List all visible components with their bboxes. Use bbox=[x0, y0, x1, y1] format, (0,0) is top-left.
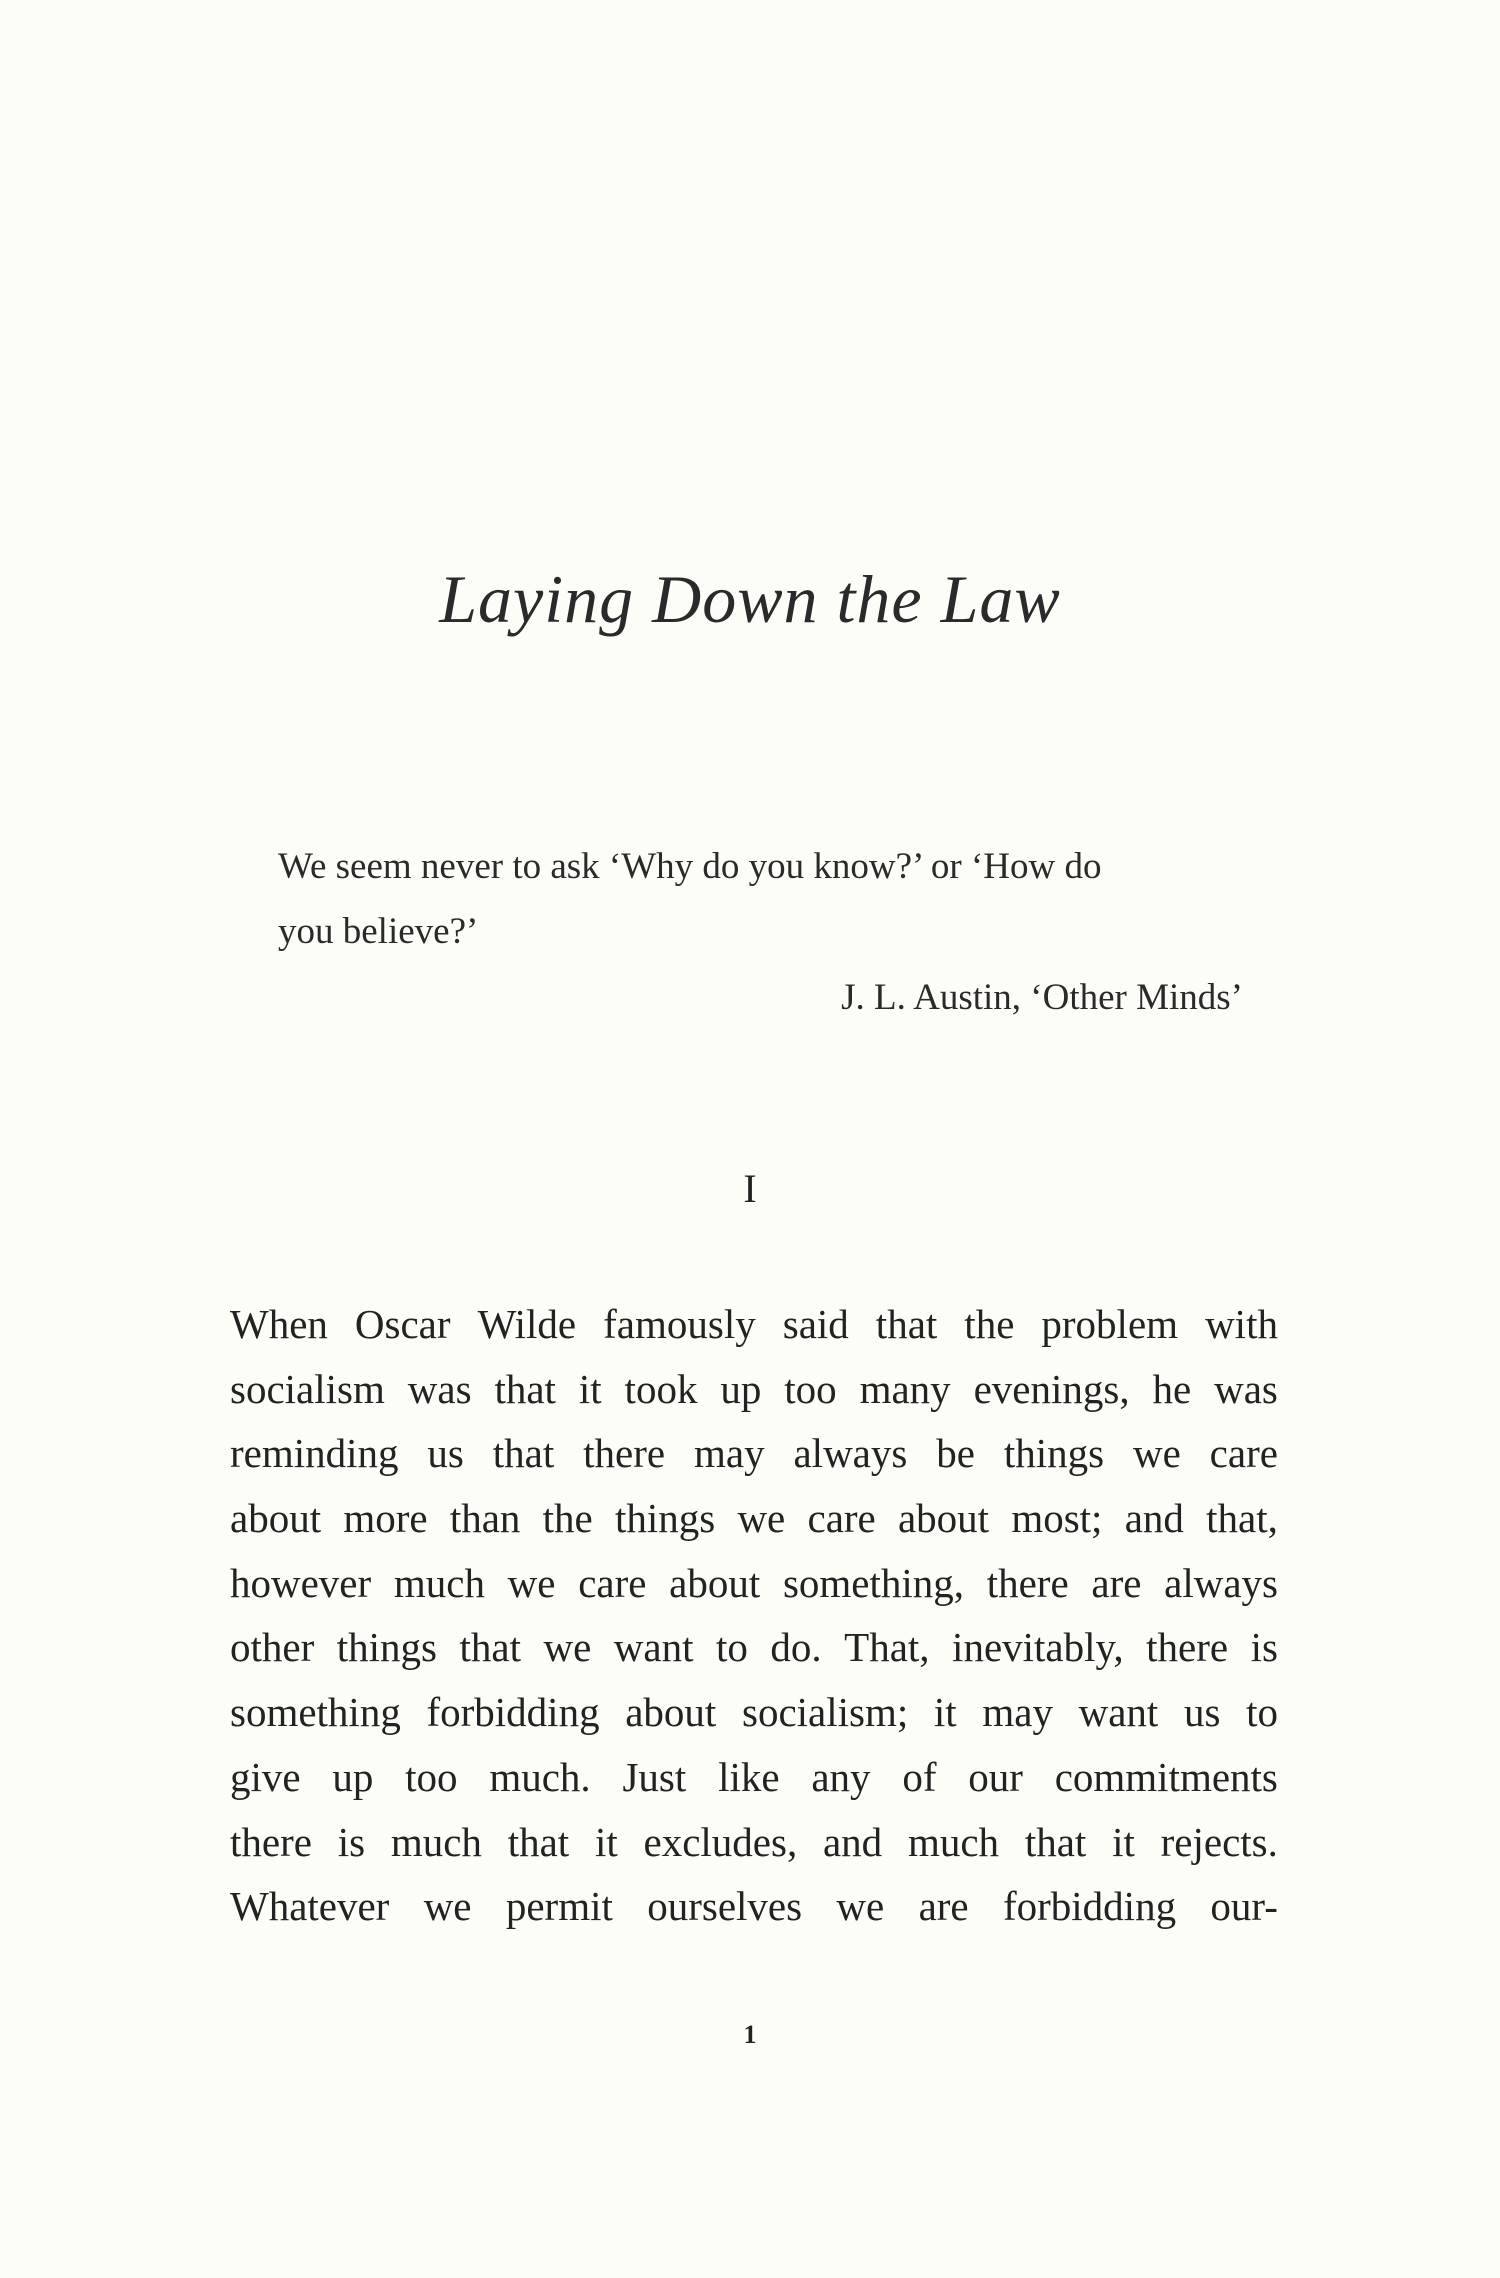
word: about bbox=[669, 1559, 761, 1606]
word: much bbox=[393, 1559, 485, 1606]
word: to bbox=[716, 1624, 748, 1671]
word: there bbox=[230, 1818, 312, 1865]
word: was bbox=[407, 1365, 472, 1412]
body-line bbox=[230, 1425, 1278, 1490]
word: That, bbox=[844, 1624, 930, 1671]
word: want bbox=[1078, 1689, 1159, 1736]
word: may bbox=[694, 1430, 765, 1477]
body-line bbox=[230, 1878, 1278, 1943]
word: with bbox=[1205, 1301, 1278, 1347]
word: are bbox=[1091, 1559, 1142, 1606]
word: our bbox=[968, 1753, 1023, 1800]
word: of bbox=[902, 1753, 937, 1800]
word: any bbox=[811, 1753, 871, 1800]
word: it bbox=[1112, 1818, 1135, 1865]
body-line bbox=[230, 1619, 1278, 1684]
word: there bbox=[1146, 1624, 1229, 1671]
body-line bbox=[230, 1490, 1278, 1555]
word: us bbox=[1183, 1689, 1221, 1736]
word: more bbox=[343, 1495, 428, 1542]
body-line bbox=[230, 1555, 1278, 1620]
word: famously bbox=[603, 1301, 756, 1347]
word: that bbox=[494, 1365, 556, 1412]
body-line bbox=[230, 1749, 1278, 1814]
word: things bbox=[614, 1495, 716, 1542]
word: many bbox=[859, 1365, 951, 1412]
word: we bbox=[423, 1883, 472, 1930]
word: that bbox=[507, 1818, 570, 1865]
word: socialism bbox=[230, 1365, 385, 1412]
word: about bbox=[625, 1689, 717, 1736]
word: may bbox=[982, 1689, 1053, 1736]
word: care bbox=[807, 1495, 876, 1542]
word: things bbox=[336, 1624, 437, 1671]
word: much bbox=[390, 1818, 482, 1865]
word: give bbox=[230, 1753, 301, 1800]
word: there bbox=[986, 1559, 1069, 1606]
word: and bbox=[1124, 1495, 1184, 1542]
word: be bbox=[936, 1430, 975, 1477]
epigraph-line: you believe?’ bbox=[278, 911, 479, 952]
word: ourselves bbox=[647, 1883, 803, 1930]
word: than bbox=[449, 1495, 521, 1542]
word: other bbox=[230, 1624, 315, 1671]
word: forbidding bbox=[426, 1689, 600, 1736]
section-number: I bbox=[743, 1166, 757, 1211]
word: that bbox=[492, 1430, 555, 1477]
word: something, bbox=[782, 1559, 965, 1606]
word: was bbox=[1214, 1365, 1278, 1412]
word: forbidding bbox=[1002, 1883, 1177, 1930]
word: too bbox=[784, 1365, 837, 1412]
word: Wilde bbox=[477, 1301, 577, 1347]
word: however bbox=[230, 1559, 372, 1606]
word: reminding bbox=[230, 1430, 399, 1477]
word: rejects. bbox=[1160, 1818, 1278, 1865]
word: we bbox=[836, 1883, 885, 1930]
word: Oscar bbox=[354, 1301, 451, 1347]
word: care bbox=[578, 1559, 647, 1606]
word: too bbox=[405, 1753, 458, 1800]
word: about bbox=[230, 1495, 322, 1542]
word: and bbox=[822, 1818, 883, 1865]
word: about bbox=[897, 1495, 990, 1542]
word: like bbox=[718, 1753, 780, 1800]
body-line bbox=[230, 1684, 1278, 1749]
word: want bbox=[613, 1624, 694, 1671]
word: are bbox=[918, 1883, 969, 1930]
word: things bbox=[1003, 1430, 1105, 1477]
word: it bbox=[594, 1818, 618, 1865]
word: Just bbox=[622, 1753, 687, 1800]
epigraph bbox=[278, 845, 1243, 1045]
word: commitments bbox=[1054, 1753, 1278, 1800]
word: it bbox=[578, 1365, 602, 1412]
body-line bbox=[230, 1296, 1278, 1361]
word: permit bbox=[505, 1883, 613, 1930]
word: we bbox=[1132, 1430, 1181, 1477]
word: much. bbox=[489, 1753, 591, 1800]
word: we bbox=[737, 1495, 786, 1542]
word: that, bbox=[1206, 1495, 1278, 1542]
word: problem bbox=[1041, 1301, 1179, 1347]
word: we bbox=[507, 1559, 556, 1606]
word: that bbox=[1024, 1818, 1087, 1865]
word: much bbox=[907, 1818, 1000, 1865]
word: inevitably, bbox=[952, 1624, 1124, 1671]
word: always bbox=[793, 1430, 908, 1477]
word: something bbox=[230, 1689, 401, 1736]
word: the bbox=[964, 1301, 1015, 1347]
word: care bbox=[1209, 1430, 1278, 1477]
word: excludes, bbox=[643, 1818, 798, 1865]
body-line bbox=[230, 1814, 1278, 1879]
word: we bbox=[543, 1624, 592, 1671]
word: he bbox=[1152, 1365, 1192, 1412]
word: there bbox=[583, 1430, 666, 1477]
word: to bbox=[1246, 1689, 1278, 1736]
word: evenings, bbox=[973, 1365, 1130, 1412]
body-line bbox=[230, 1361, 1278, 1426]
word: that bbox=[875, 1301, 938, 1347]
word: the bbox=[542, 1495, 593, 1542]
word: our- bbox=[1210, 1883, 1278, 1930]
epigraph-line: We seem never to ask ‘Why do you know?’ or ‘How do bbox=[278, 846, 1102, 887]
body-text bbox=[230, 1296, 1278, 1943]
word: us bbox=[427, 1430, 464, 1477]
word: always bbox=[1164, 1559, 1278, 1606]
word: up bbox=[332, 1753, 374, 1800]
epigraph-attribution: J. L. Austin, ‘Other Minds’ bbox=[841, 977, 1243, 1018]
word: do. bbox=[770, 1624, 822, 1671]
word: is bbox=[1250, 1624, 1278, 1671]
word: Whatever bbox=[230, 1883, 390, 1930]
word: it bbox=[933, 1689, 957, 1736]
word: socialism; bbox=[741, 1689, 909, 1736]
word: up bbox=[720, 1365, 762, 1412]
chapter-title: Laying Down the Law bbox=[439, 561, 1061, 637]
word: When bbox=[230, 1301, 328, 1347]
word: said bbox=[782, 1301, 849, 1347]
word: took bbox=[624, 1365, 698, 1412]
page-number: 1 bbox=[743, 2020, 757, 2049]
word: that bbox=[459, 1624, 521, 1671]
word: most; bbox=[1011, 1495, 1103, 1542]
word: is bbox=[337, 1818, 366, 1865]
